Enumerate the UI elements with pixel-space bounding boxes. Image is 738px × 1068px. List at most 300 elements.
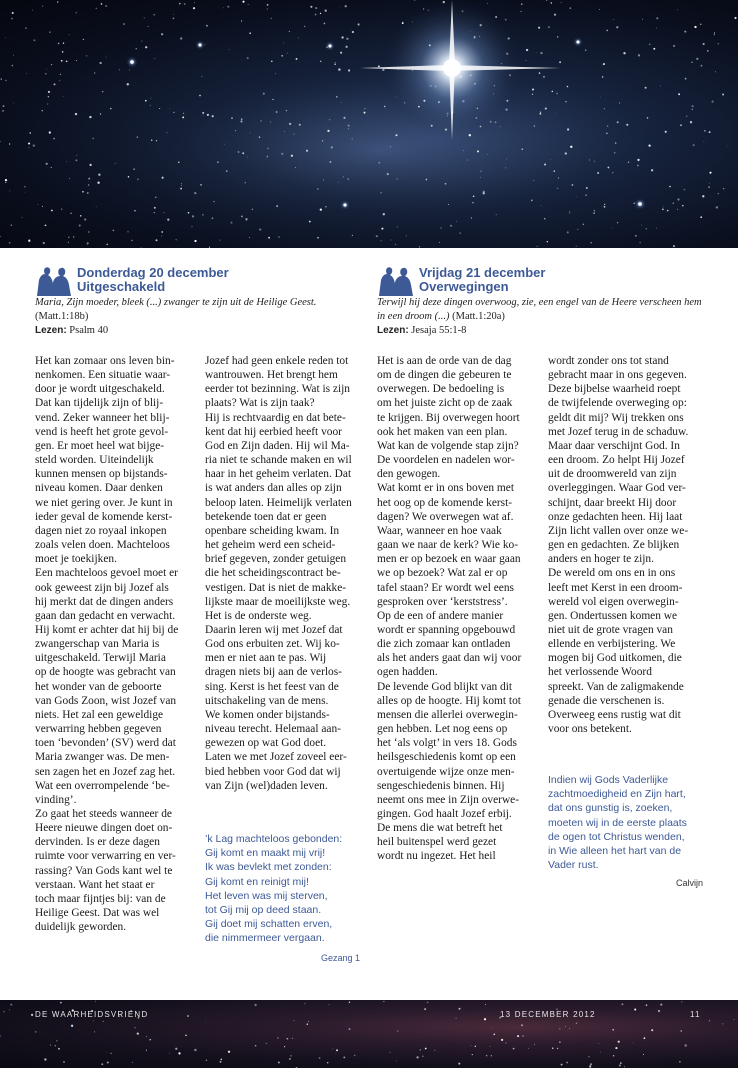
star bbox=[13, 55, 14, 56]
star bbox=[637, 165, 639, 167]
star bbox=[544, 163, 546, 165]
star bbox=[289, 123, 291, 125]
star bbox=[207, 114, 209, 116]
star bbox=[90, 165, 91, 166]
star bbox=[352, 235, 353, 236]
body-text-line: beloop laten. Heimelijk verlaten bbox=[205, 496, 352, 509]
body-text-line: Hij is rechtvaardig en dat bete- bbox=[205, 411, 346, 424]
star bbox=[267, 9, 268, 10]
star bbox=[11, 225, 12, 226]
star bbox=[617, 121, 619, 123]
star bbox=[317, 188, 318, 189]
star bbox=[487, 154, 488, 155]
star bbox=[521, 1024, 523, 1026]
star bbox=[58, 43, 60, 45]
body-text-line: als het anders gaat dan wij voor bbox=[377, 652, 522, 665]
hymn-verse bbox=[205, 832, 342, 946]
star bbox=[690, 121, 692, 123]
star bbox=[526, 60, 527, 61]
star bbox=[613, 19, 614, 20]
star bbox=[141, 41, 142, 42]
star bbox=[84, 218, 86, 220]
body-text-line: wordt er spanning opgebouwd bbox=[377, 623, 516, 636]
star bbox=[607, 125, 609, 127]
star bbox=[240, 120, 242, 122]
star bbox=[722, 94, 724, 96]
star bbox=[184, 3, 186, 5]
star bbox=[472, 1054, 473, 1055]
body-text-line: mogen bij God uitkomen, die bbox=[548, 652, 682, 665]
star bbox=[267, 4, 269, 6]
star bbox=[481, 171, 482, 172]
bible-reference: (Matt.1:18b) bbox=[35, 311, 89, 322]
hymn-line: Ik was bevlekt met zonden: bbox=[205, 861, 332, 874]
star bbox=[183, 113, 184, 114]
star bbox=[348, 69, 350, 71]
star bbox=[181, 185, 182, 186]
star bbox=[684, 189, 686, 191]
star bbox=[304, 1003, 305, 1004]
star bbox=[532, 89, 534, 91]
star bbox=[42, 206, 43, 207]
star bbox=[137, 136, 138, 137]
body-text-line: Heilige Geest. Dat was wel bbox=[35, 907, 160, 920]
star bbox=[723, 188, 724, 189]
star bbox=[477, 150, 479, 152]
star bbox=[300, 166, 301, 167]
star bbox=[284, 131, 285, 132]
star bbox=[646, 1004, 648, 1006]
star bbox=[21, 217, 22, 218]
star bbox=[178, 1052, 180, 1054]
star bbox=[134, 1027, 135, 1028]
body-text-line: het wonder van de geboorte bbox=[35, 680, 162, 693]
star bbox=[169, 108, 170, 109]
star bbox=[89, 181, 90, 182]
star bbox=[714, 32, 715, 33]
star bbox=[156, 140, 157, 141]
star bbox=[459, 232, 460, 233]
star bbox=[338, 182, 339, 183]
star bbox=[544, 218, 546, 220]
star bbox=[648, 144, 650, 146]
mary-joseph-silhouette-icon bbox=[377, 266, 417, 296]
quote-line: zachtmoedigheid en Zijn hart, bbox=[548, 788, 686, 801]
star bbox=[241, 118, 243, 120]
body-text-line: gebracht maar in ons gegeven. bbox=[548, 369, 687, 382]
body-text-line: verstaan. Want het staat er bbox=[35, 878, 155, 891]
star bbox=[651, 1029, 653, 1031]
star bbox=[678, 93, 680, 95]
star bbox=[226, 170, 227, 171]
star bbox=[414, 0, 415, 1]
star bbox=[505, 19, 507, 21]
star bbox=[603, 63, 605, 65]
star bbox=[200, 184, 202, 186]
body-text-line: De voordelen en nadelen wor- bbox=[377, 454, 515, 467]
body-text-line: gen. Ondertussen komen we bbox=[548, 609, 678, 622]
star bbox=[486, 1055, 487, 1056]
star bbox=[653, 48, 655, 50]
star bbox=[270, 122, 271, 123]
star bbox=[179, 3, 181, 5]
star bbox=[472, 202, 473, 203]
star bbox=[612, 1029, 614, 1031]
star bbox=[358, 23, 360, 25]
star bbox=[335, 62, 336, 63]
body-text-line: we op bezoek? Wat zal er op bbox=[377, 567, 508, 580]
star bbox=[439, 242, 440, 243]
reading-value: Psalm 40 bbox=[69, 325, 109, 336]
star bbox=[249, 237, 250, 238]
star bbox=[598, 1043, 599, 1044]
body-text-line: brief gegeven, zonder getuigen bbox=[205, 553, 347, 566]
star bbox=[718, 43, 720, 45]
star bbox=[381, 228, 383, 230]
body-text-line: door je wordt uitgeschakeld. bbox=[35, 383, 165, 396]
star bbox=[92, 138, 94, 140]
star bbox=[545, 108, 547, 110]
star bbox=[494, 1034, 496, 1036]
body-text-line: uitgeschakeld. Terwijl Maria bbox=[35, 652, 166, 665]
star bbox=[456, 1018, 457, 1019]
star bbox=[292, 1038, 293, 1039]
star bbox=[387, 173, 389, 175]
star bbox=[115, 163, 116, 164]
star bbox=[231, 222, 233, 224]
star bbox=[677, 198, 679, 200]
star bbox=[673, 245, 675, 247]
star bbox=[5, 37, 6, 38]
star bbox=[396, 1061, 397, 1062]
star bbox=[250, 133, 251, 134]
star bbox=[381, 240, 382, 241]
star bbox=[60, 1002, 62, 1004]
page-number: 11 bbox=[690, 1010, 701, 1019]
star bbox=[267, 148, 269, 150]
star bbox=[543, 76, 545, 78]
star bbox=[173, 112, 174, 113]
star bbox=[345, 5, 347, 7]
body-text-line: uitschakeling van de mens. bbox=[205, 694, 329, 707]
star bbox=[588, 1056, 589, 1057]
star bbox=[342, 36, 344, 38]
star bbox=[146, 1036, 147, 1037]
star bbox=[559, 1028, 560, 1029]
star bbox=[3, 1011, 4, 1012]
star bbox=[148, 26, 149, 27]
star bbox=[31, 1014, 33, 1016]
star bbox=[220, 1061, 222, 1063]
star bbox=[531, 200, 533, 202]
star bbox=[319, 1057, 321, 1059]
star bbox=[309, 221, 311, 223]
body-text-line: Zo gaat het steeds wanneer de bbox=[35, 808, 172, 820]
star bbox=[606, 133, 607, 134]
body-text-line: genade die verschenen is. bbox=[548, 694, 665, 707]
star bbox=[201, 76, 202, 77]
star bbox=[133, 169, 134, 170]
body-text-line: Dat kan tijdelijk zijn of blij- bbox=[35, 397, 164, 410]
star bbox=[141, 247, 142, 248]
star bbox=[1, 78, 2, 79]
body-text-line: Maar daar verschijnt God. In bbox=[548, 439, 680, 452]
bible-quote-continued bbox=[377, 310, 505, 324]
star bbox=[254, 1004, 256, 1006]
star bbox=[540, 52, 542, 54]
star bbox=[95, 1001, 96, 1002]
bible-quote-line2: in een droom (...) bbox=[377, 311, 450, 322]
star bbox=[345, 46, 347, 48]
star bbox=[589, 1065, 591, 1067]
star bbox=[276, 111, 278, 113]
star bbox=[209, 247, 210, 248]
body-text-line: God en Zijn daden. Hij wil Ma- bbox=[205, 439, 350, 452]
star bbox=[68, 242, 69, 243]
star bbox=[441, 227, 442, 228]
quote-line: moeten wij in de eerste plaats bbox=[548, 816, 687, 829]
star bbox=[638, 54, 640, 56]
star bbox=[79, 224, 81, 226]
body-text-line: ook het maken van een plan. bbox=[377, 425, 508, 438]
star bbox=[281, 153, 283, 155]
star bbox=[306, 150, 308, 152]
body-text-line: niets. Het zal een geweldige bbox=[35, 708, 164, 721]
star bbox=[69, 178, 70, 179]
body-text-line: is wat anders dan alles op zijn bbox=[205, 482, 342, 495]
star bbox=[43, 242, 45, 244]
star bbox=[617, 222, 618, 223]
star bbox=[228, 1051, 230, 1053]
star bbox=[75, 159, 77, 161]
star bbox=[656, 17, 658, 19]
star bbox=[187, 1015, 189, 1017]
star bbox=[231, 117, 233, 119]
star bbox=[188, 212, 190, 214]
star bbox=[569, 7, 571, 9]
star bbox=[645, 87, 647, 89]
star bbox=[590, 1063, 592, 1065]
star bbox=[93, 1020, 94, 1021]
body-text-line: Waar, wanneer en hoe vaak bbox=[377, 524, 502, 537]
star bbox=[637, 159, 639, 161]
star bbox=[635, 235, 637, 237]
body-text-line: plaats? Wat is zijn taak? bbox=[205, 397, 315, 410]
star bbox=[82, 191, 84, 193]
star bbox=[561, 2, 562, 3]
star bbox=[445, 183, 447, 185]
star bbox=[547, 241, 548, 242]
body-text-line: Overweeg eens rustig wat dit bbox=[548, 708, 681, 721]
star bbox=[131, 240, 132, 241]
star bbox=[354, 1055, 356, 1057]
star bbox=[569, 213, 570, 214]
star bbox=[103, 1021, 104, 1022]
body-text-line: zoals velen doen. Machteloos bbox=[35, 539, 170, 552]
star bbox=[343, 1056, 345, 1058]
star bbox=[173, 14, 174, 15]
quote-line: dat ons gunstig is, zoeken, bbox=[548, 802, 673, 815]
star bbox=[129, 69, 130, 70]
star bbox=[315, 7, 317, 9]
star bbox=[618, 1041, 620, 1043]
hymn-line: ’k Lag machteloos gebonden: bbox=[205, 833, 343, 845]
star bbox=[271, 18, 272, 19]
star bbox=[278, 236, 279, 237]
star bbox=[586, 187, 588, 189]
star bbox=[534, 1044, 535, 1045]
body-text-line: sing. Kerst is het feest van de bbox=[205, 680, 339, 693]
body-text-line: niveau terecht. Helemaal aan- bbox=[205, 723, 341, 736]
star bbox=[450, 225, 452, 227]
star bbox=[340, 6, 341, 7]
body-text-line: vend. Zeker wanneer het blij- bbox=[35, 411, 170, 424]
star bbox=[669, 186, 671, 188]
star bbox=[521, 11, 522, 12]
star bbox=[261, 120, 262, 121]
body-text-line: het verlossende Woord bbox=[548, 666, 652, 679]
star bbox=[61, 60, 63, 62]
star bbox=[708, 186, 710, 188]
star bbox=[54, 1045, 55, 1046]
body-text-line: Jozef had geen enkele reden tot bbox=[205, 355, 349, 367]
star bbox=[199, 95, 201, 97]
star bbox=[327, 130, 329, 132]
star bbox=[644, 1037, 646, 1039]
star bbox=[606, 30, 608, 32]
body-text-line: vestigen. Dat is niet de makke- bbox=[205, 581, 347, 594]
star bbox=[245, 182, 246, 183]
star bbox=[677, 209, 678, 210]
star bbox=[224, 144, 225, 145]
body-text-line: om de dingen die gebeuren te bbox=[377, 369, 512, 382]
star bbox=[346, 38, 348, 40]
star bbox=[526, 49, 528, 51]
star bbox=[599, 9, 600, 10]
body-text-line: alles op de hoogte. Hij komt tot bbox=[377, 694, 521, 707]
star bbox=[570, 146, 572, 148]
star bbox=[709, 183, 710, 184]
star bbox=[137, 179, 139, 181]
star bbox=[703, 141, 704, 142]
star bbox=[162, 177, 164, 179]
star bbox=[173, 17, 175, 19]
star bbox=[391, 240, 392, 241]
star bbox=[612, 172, 613, 173]
star bbox=[202, 214, 203, 215]
body-text-line: ieder geval de komende kerst- bbox=[35, 510, 173, 523]
body-text-line: nenkomen. Een situatie waar- bbox=[35, 369, 171, 382]
star bbox=[161, 231, 163, 233]
star bbox=[107, 1061, 109, 1063]
star bbox=[246, 220, 247, 221]
star bbox=[534, 126, 535, 127]
hymn-line: Gij doet mij schatten erven, bbox=[205, 918, 333, 931]
body-text-line: heil buitenspel werd gezet bbox=[377, 836, 497, 849]
star bbox=[320, 208, 322, 210]
body-text-line: Maria zwanger was. De men- bbox=[35, 751, 170, 764]
star bbox=[567, 128, 569, 130]
star bbox=[667, 210, 669, 212]
body-text-line: Wat kan de volgende stap zijn? bbox=[377, 439, 519, 452]
star bbox=[51, 210, 53, 212]
star bbox=[673, 202, 675, 204]
star bbox=[349, 1002, 350, 1003]
star bbox=[628, 161, 630, 163]
star bbox=[364, 112, 366, 114]
body-text-line: kent dat hij eerbied heeft voor bbox=[205, 425, 342, 438]
star bbox=[649, 44, 650, 45]
star bbox=[709, 131, 711, 133]
star bbox=[267, 156, 269, 158]
star bbox=[242, 152, 244, 154]
star bbox=[182, 116, 184, 118]
star bbox=[145, 100, 147, 102]
body-text-line: moet je toekijken. bbox=[35, 553, 117, 566]
star bbox=[325, 10, 327, 12]
star bbox=[702, 195, 704, 197]
star bbox=[324, 23, 326, 25]
star bbox=[456, 221, 457, 222]
body-text-line: spreekt. Van de zaligmakende bbox=[548, 680, 684, 693]
star bbox=[473, 196, 475, 198]
body-text-line: overwegen. De bedoeling is bbox=[377, 383, 505, 396]
star bbox=[700, 23, 702, 25]
star bbox=[621, 1003, 623, 1005]
star bbox=[247, 157, 248, 158]
starry-sky-photo bbox=[0, 0, 738, 248]
star bbox=[593, 212, 595, 214]
day-subtitle: Uitgeschakeld bbox=[77, 279, 166, 294]
star bbox=[349, 1028, 351, 1030]
body-text-line: lijkste maar de moeilijkste weg. bbox=[205, 595, 351, 608]
body-text-line: ria niet te schande maken en wil bbox=[205, 454, 352, 467]
star bbox=[206, 1060, 207, 1061]
calvin-quote bbox=[548, 773, 687, 872]
body-text-line: zwangerschap van Maria is bbox=[35, 638, 160, 651]
star bbox=[602, 76, 603, 77]
star bbox=[352, 138, 353, 139]
star bbox=[12, 65, 13, 66]
star bbox=[298, 38, 299, 39]
star bbox=[395, 134, 397, 136]
star bbox=[663, 206, 664, 207]
body-text-line: men er niet aan te pas. Wij bbox=[205, 652, 327, 665]
star bbox=[153, 14, 155, 16]
star bbox=[68, 237, 70, 239]
star bbox=[322, 140, 323, 141]
star bbox=[46, 69, 47, 70]
star bbox=[325, 206, 326, 207]
star bbox=[49, 31, 50, 32]
star bbox=[334, 64, 335, 65]
star bbox=[422, 1056, 423, 1057]
star bbox=[268, 237, 270, 239]
star bbox=[169, 1053, 170, 1054]
body-text-line: Een machteloos gevoel moet er bbox=[35, 567, 178, 580]
body-text-line: We komen onder bijstands- bbox=[205, 708, 330, 721]
body-column-2 bbox=[205, 354, 365, 793]
star bbox=[633, 1042, 634, 1043]
hymn-source: Gezang 1 bbox=[320, 953, 360, 963]
star bbox=[685, 1044, 687, 1046]
star bbox=[566, 1062, 568, 1064]
star bbox=[80, 215, 82, 217]
star bbox=[554, 14, 556, 16]
body-text-line: de twijfelende overweging op: bbox=[548, 397, 687, 410]
body-text-line: wereld vol eigen overwegin- bbox=[548, 595, 679, 608]
body-text-line: Wat komt er in ons boven met bbox=[377, 482, 515, 495]
